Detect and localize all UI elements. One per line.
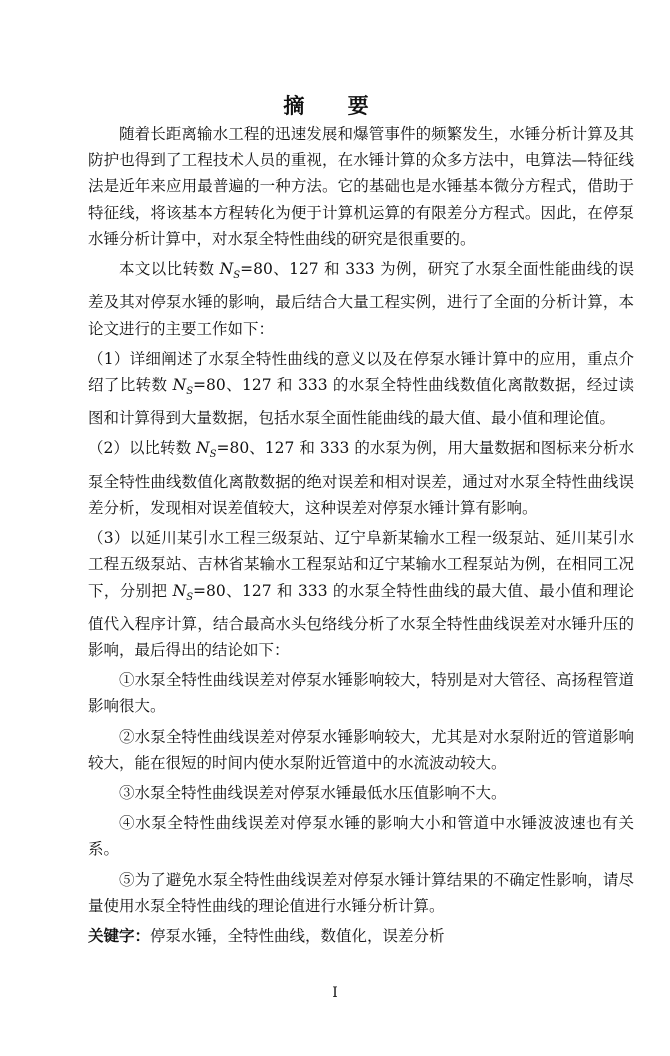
paragraph-item-1: （1）详细阐述了水泵全特性曲线的意义以及在停泵水锤计算中的应用，重点介绍了比转数 $N_S=80$、127 和 333 的水泵全特性曲线数值化离散数据，经过读图和计算得到大量数据，包括水泵全面性能曲线的最大值、最小值和理论值。: [88, 349, 634, 428]
paragraph-item-2: （2）以比转数 $N_S=80$、127 和 333 的水泵为例，用大量数据和图标来分析水泵全特性曲线数值化离散数据的绝对误差和相对误差，通过对水泵全特性曲线误差分析，发现相对误差值较大，这种误差对停泵水锤计算有影响。: [88, 439, 634, 517]
abstract-body: [88, 121, 634, 949]
specific-speed-symbol: $N_S$: [172, 581, 194, 603]
conclusion-1: ①水泵全特性曲线误差对停泵水锤影响较大，特别是对大管径、高扬程管道影响很大。: [88, 671, 634, 716]
specific-speed-symbol: $N_S$: [196, 439, 217, 461]
specific-speed-symbol: $N_S$: [172, 375, 194, 398]
conclusion-3: ③水泵全特性曲线误差对停泵水锤最低水压值影响不大。: [119, 784, 507, 803]
conclusion-5: ⑤为了避免水泵全特性曲线误差对停泵水锤计算结果的不确定性影响，请尽量使用水泵全特性曲线的理论值进行水锤分析计算。: [88, 870, 634, 915]
paragraph-scope: 本文以比转数 $N_S=80$、127 和 333 为例，研究了水泵全面性能曲线的误差及其对停泵水锤的影响，最后结合大量工程实例，进行了全面的分析计算，本论文进行的主要工作如下：: [88, 260, 634, 338]
keywords-label: 关键字：: [88, 926, 151, 946]
conclusion-2: ②水泵全特性曲线误差对停泵水锤影响较大，尤其是对水泵附近的管道影响较大，能在很短的时间内使水泵附近管道中的水流波动较大。: [88, 727, 634, 772]
specific-speed-symbol: $N_S$: [219, 260, 241, 282]
page-number: I: [332, 985, 338, 1001]
paragraph-intro: 随着长距离输水工程的迅速发展和爆管事件的频繁发生，水锤分析计算及其防护也得到了工程技术人员的重视，在水锤计算的众多方法中，电算法—特征线法是近年来应用最普遍的一种方法。它的基础也是水锤基本微分方程式，借助于特征线，将该基本方程转化为便于计算机运算的有限差分方程式。因此，在停泵水锤分析计算中，对水泵全特性曲线的研究是很重要的。: [88, 125, 634, 248]
abstract-title: 摘 要: [283, 93, 387, 118]
conclusion-4: ④水泵全特性曲线误差对停泵水锤的影响大小和管道中水锤波波速也有关系。: [88, 814, 634, 859]
paragraph-item-3: （3）以延川某引水工程三级泵站、辽宁阜新某输水工程一级泵站、延川某引水工程五级泵站、吉林省某输水工程泵站和辽宁某输水工程泵站为例，在相同工况下，分别把 $N_S=80$、127 和 333 的水泵全特性曲线的最大值、最小值和理论值代入程序计算，结合最高水头包络线分析了水泵全特性曲线误差对水锤升压的影响，最后得出的结论如下：: [88, 529, 634, 660]
keywords-line: [88, 923, 634, 949]
keywords-text: 停泵水锤，全特性曲线，数值化，误差分析: [150, 927, 445, 946]
